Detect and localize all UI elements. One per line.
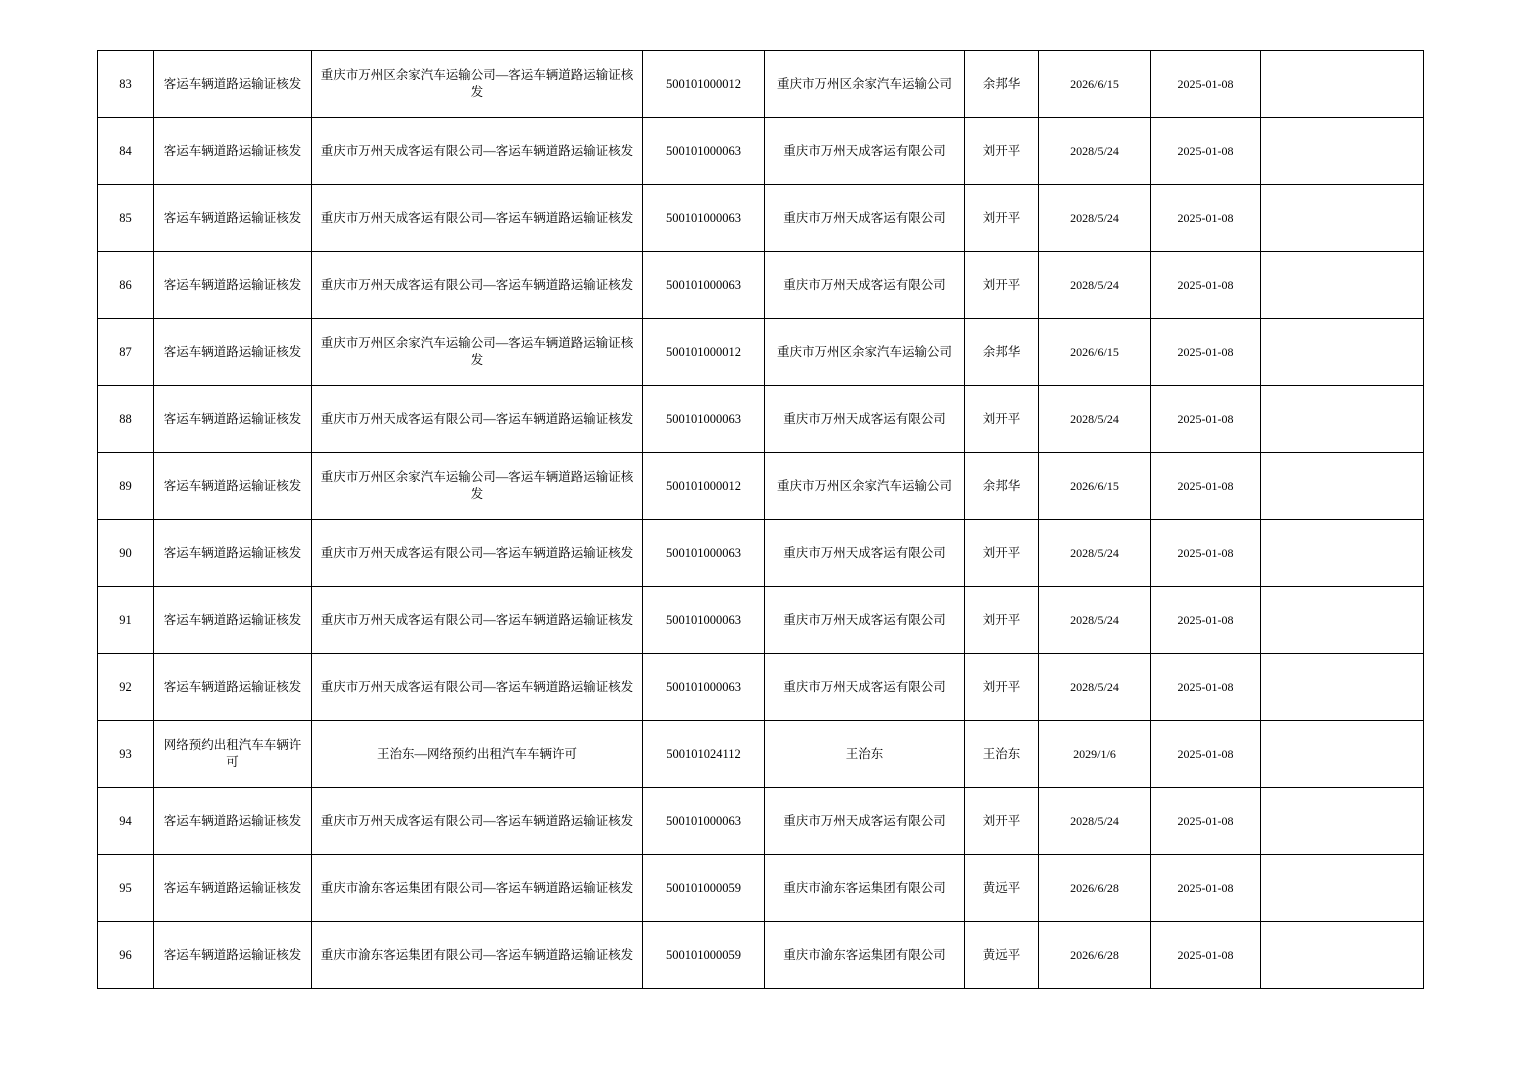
cell-remark bbox=[1261, 386, 1424, 453]
cell-legal-person: 刘开平 bbox=[965, 587, 1039, 654]
cell-license-name: 重庆市万州天成客运有限公司—客运车辆道路运输证核发 bbox=[312, 386, 643, 453]
cell-item-name: 客运车辆道路运输证核发 bbox=[154, 788, 312, 855]
cell-licensee: 重庆市万州天成客运有限公司 bbox=[765, 252, 965, 319]
cell-item-name: 客运车辆道路运输证核发 bbox=[154, 319, 312, 386]
cell-remark bbox=[1261, 788, 1424, 855]
table-row bbox=[98, 118, 1424, 185]
cell-valid-until: 2029/1/6 bbox=[1039, 721, 1151, 788]
cell-index: 96 bbox=[98, 922, 154, 989]
cell-legal-person: 刘开平 bbox=[965, 252, 1039, 319]
cell-decision-date: 2025-01-08 bbox=[1151, 788, 1261, 855]
cell-license-name: 重庆市万州天成客运有限公司—客运车辆道路运输证核发 bbox=[312, 587, 643, 654]
cell-decision-date: 2025-01-08 bbox=[1151, 855, 1261, 922]
cell-license-name: 重庆市万州天成客运有限公司—客运车辆道路运输证核发 bbox=[312, 654, 643, 721]
cell-license-name: 重庆市万州天成客运有限公司—客运车辆道路运输证核发 bbox=[312, 252, 643, 319]
cell-index: 91 bbox=[98, 587, 154, 654]
cell-remark bbox=[1261, 520, 1424, 587]
cell-valid-until: 2026/6/28 bbox=[1039, 855, 1151, 922]
table-row bbox=[98, 319, 1424, 386]
cell-license-name: 重庆市万州区余家汽车运输公司—客运车辆道路运输证核发 bbox=[312, 319, 643, 386]
cell-legal-person: 刘开平 bbox=[965, 654, 1039, 721]
cell-decision-date: 2025-01-08 bbox=[1151, 185, 1261, 252]
cell-licensee: 重庆市万州天成客运有限公司 bbox=[765, 587, 965, 654]
license-table-body bbox=[98, 51, 1424, 989]
cell-license-name: 重庆市万州天成客运有限公司—客运车辆道路运输证核发 bbox=[312, 520, 643, 587]
cell-licensee: 重庆市渝东客运集团有限公司 bbox=[765, 922, 965, 989]
cell-valid-until: 2028/5/24 bbox=[1039, 520, 1151, 587]
cell-index: 84 bbox=[98, 118, 154, 185]
cell-remark bbox=[1261, 922, 1424, 989]
cell-index: 87 bbox=[98, 319, 154, 386]
cell-decision-date: 2025-01-08 bbox=[1151, 654, 1261, 721]
cell-credit-code: 500101000063 bbox=[643, 252, 765, 319]
table-row bbox=[98, 386, 1424, 453]
cell-license-name: 重庆市渝东客运集团有限公司—客运车辆道路运输证核发 bbox=[312, 922, 643, 989]
cell-licensee: 重庆市万州天成客运有限公司 bbox=[765, 118, 965, 185]
cell-index: 83 bbox=[98, 51, 154, 118]
cell-legal-person: 刘开平 bbox=[965, 118, 1039, 185]
cell-decision-date: 2025-01-08 bbox=[1151, 118, 1261, 185]
cell-credit-code: 500101000012 bbox=[643, 453, 765, 520]
table-row bbox=[98, 922, 1424, 989]
cell-credit-code: 500101000063 bbox=[643, 587, 765, 654]
cell-legal-person: 黄远平 bbox=[965, 922, 1039, 989]
cell-valid-until: 2026/6/15 bbox=[1039, 51, 1151, 118]
cell-decision-date: 2025-01-08 bbox=[1151, 319, 1261, 386]
cell-item-name: 客运车辆道路运输证核发 bbox=[154, 587, 312, 654]
cell-legal-person: 刘开平 bbox=[965, 788, 1039, 855]
cell-licensee: 重庆市万州天成客运有限公司 bbox=[765, 185, 965, 252]
cell-legal-person: 刘开平 bbox=[965, 520, 1039, 587]
cell-credit-code: 500101000059 bbox=[643, 922, 765, 989]
cell-credit-code: 500101000012 bbox=[643, 319, 765, 386]
cell-license-name: 重庆市渝东客运集团有限公司—客运车辆道路运输证核发 bbox=[312, 855, 643, 922]
cell-credit-code: 500101000063 bbox=[643, 654, 765, 721]
cell-valid-until: 2026/6/15 bbox=[1039, 319, 1151, 386]
cell-legal-person: 余邦华 bbox=[965, 319, 1039, 386]
cell-index: 95 bbox=[98, 855, 154, 922]
cell-credit-code: 500101000059 bbox=[643, 855, 765, 922]
cell-item-name: 网络预约出租汽车车辆许可 bbox=[154, 721, 312, 788]
cell-item-name: 客运车辆道路运输证核发 bbox=[154, 453, 312, 520]
cell-credit-code: 500101000063 bbox=[643, 185, 765, 252]
cell-credit-code: 500101000012 bbox=[643, 51, 765, 118]
cell-remark bbox=[1261, 721, 1424, 788]
table-row bbox=[98, 788, 1424, 855]
cell-decision-date: 2025-01-08 bbox=[1151, 51, 1261, 118]
cell-valid-until: 2028/5/24 bbox=[1039, 788, 1151, 855]
table-row bbox=[98, 654, 1424, 721]
table-row bbox=[98, 855, 1424, 922]
cell-item-name: 客运车辆道路运输证核发 bbox=[154, 520, 312, 587]
cell-item-name: 客运车辆道路运输证核发 bbox=[154, 855, 312, 922]
cell-item-name: 客运车辆道路运输证核发 bbox=[154, 118, 312, 185]
cell-decision-date: 2025-01-08 bbox=[1151, 922, 1261, 989]
cell-remark bbox=[1261, 453, 1424, 520]
cell-decision-date: 2025-01-08 bbox=[1151, 520, 1261, 587]
cell-remark bbox=[1261, 51, 1424, 118]
cell-decision-date: 2025-01-08 bbox=[1151, 252, 1261, 319]
cell-credit-code: 500101024112 bbox=[643, 721, 765, 788]
cell-remark bbox=[1261, 252, 1424, 319]
cell-licensee: 王治东 bbox=[765, 721, 965, 788]
cell-item-name: 客运车辆道路运输证核发 bbox=[154, 185, 312, 252]
cell-index: 93 bbox=[98, 721, 154, 788]
cell-remark bbox=[1261, 118, 1424, 185]
cell-remark bbox=[1261, 185, 1424, 252]
cell-licensee: 重庆市万州天成客运有限公司 bbox=[765, 788, 965, 855]
cell-item-name: 客运车辆道路运输证核发 bbox=[154, 654, 312, 721]
cell-credit-code: 500101000063 bbox=[643, 118, 765, 185]
cell-license-name: 王治东—网络预约出租汽车车辆许可 bbox=[312, 721, 643, 788]
cell-index: 85 bbox=[98, 185, 154, 252]
cell-valid-until: 2028/5/24 bbox=[1039, 587, 1151, 654]
table-row bbox=[98, 520, 1424, 587]
cell-valid-until: 2028/5/24 bbox=[1039, 118, 1151, 185]
cell-remark bbox=[1261, 587, 1424, 654]
cell-index: 92 bbox=[98, 654, 154, 721]
cell-index: 89 bbox=[98, 453, 154, 520]
cell-legal-person: 黄远平 bbox=[965, 855, 1039, 922]
cell-credit-code: 500101000063 bbox=[643, 788, 765, 855]
cell-license-name: 重庆市万州天成客运有限公司—客运车辆道路运输证核发 bbox=[312, 118, 643, 185]
cell-index: 94 bbox=[98, 788, 154, 855]
license-table bbox=[97, 50, 1424, 989]
cell-licensee: 重庆市万州区余家汽车运输公司 bbox=[765, 51, 965, 118]
table-row bbox=[98, 721, 1424, 788]
cell-licensee: 重庆市万州区余家汽车运输公司 bbox=[765, 319, 965, 386]
cell-valid-until: 2028/5/24 bbox=[1039, 654, 1151, 721]
cell-license-name: 重庆市万州区余家汽车运输公司—客运车辆道路运输证核发 bbox=[312, 51, 643, 118]
table-row bbox=[98, 185, 1424, 252]
cell-decision-date: 2025-01-08 bbox=[1151, 453, 1261, 520]
cell-licensee: 重庆市万州天成客运有限公司 bbox=[765, 654, 965, 721]
cell-remark bbox=[1261, 319, 1424, 386]
cell-credit-code: 500101000063 bbox=[643, 520, 765, 587]
cell-index: 90 bbox=[98, 520, 154, 587]
cell-credit-code: 500101000063 bbox=[643, 386, 765, 453]
cell-item-name: 客运车辆道路运输证核发 bbox=[154, 922, 312, 989]
cell-legal-person: 王治东 bbox=[965, 721, 1039, 788]
cell-remark bbox=[1261, 855, 1424, 922]
cell-licensee: 重庆市万州天成客运有限公司 bbox=[765, 520, 965, 587]
cell-index: 88 bbox=[98, 386, 154, 453]
cell-license-name: 重庆市万州天成客运有限公司—客运车辆道路运输证核发 bbox=[312, 185, 643, 252]
cell-item-name: 客运车辆道路运输证核发 bbox=[154, 252, 312, 319]
cell-licensee: 重庆市渝东客运集团有限公司 bbox=[765, 855, 965, 922]
cell-legal-person: 余邦华 bbox=[965, 51, 1039, 118]
cell-license-name: 重庆市万州天成客运有限公司—客运车辆道路运输证核发 bbox=[312, 788, 643, 855]
cell-remark bbox=[1261, 654, 1424, 721]
cell-licensee: 重庆市万州天成客运有限公司 bbox=[765, 386, 965, 453]
cell-index: 86 bbox=[98, 252, 154, 319]
table-row bbox=[98, 453, 1424, 520]
cell-valid-until: 2028/5/24 bbox=[1039, 386, 1151, 453]
cell-decision-date: 2025-01-08 bbox=[1151, 587, 1261, 654]
cell-decision-date: 2025-01-08 bbox=[1151, 386, 1261, 453]
cell-valid-until: 2026/6/28 bbox=[1039, 922, 1151, 989]
table-row bbox=[98, 51, 1424, 118]
cell-item-name: 客运车辆道路运输证核发 bbox=[154, 386, 312, 453]
cell-legal-person: 刘开平 bbox=[965, 185, 1039, 252]
cell-licensee: 重庆市万州区余家汽车运输公司 bbox=[765, 453, 965, 520]
cell-license-name: 重庆市万州区余家汽车运输公司—客运车辆道路运输证核发 bbox=[312, 453, 643, 520]
cell-item-name: 客运车辆道路运输证核发 bbox=[154, 51, 312, 118]
cell-valid-until: 2028/5/24 bbox=[1039, 185, 1151, 252]
license-table-container bbox=[97, 50, 1423, 989]
cell-legal-person: 刘开平 bbox=[965, 386, 1039, 453]
table-row bbox=[98, 587, 1424, 654]
cell-valid-until: 2028/5/24 bbox=[1039, 252, 1151, 319]
cell-decision-date: 2025-01-08 bbox=[1151, 721, 1261, 788]
cell-legal-person: 余邦华 bbox=[965, 453, 1039, 520]
table-row bbox=[98, 252, 1424, 319]
cell-valid-until: 2026/6/15 bbox=[1039, 453, 1151, 520]
